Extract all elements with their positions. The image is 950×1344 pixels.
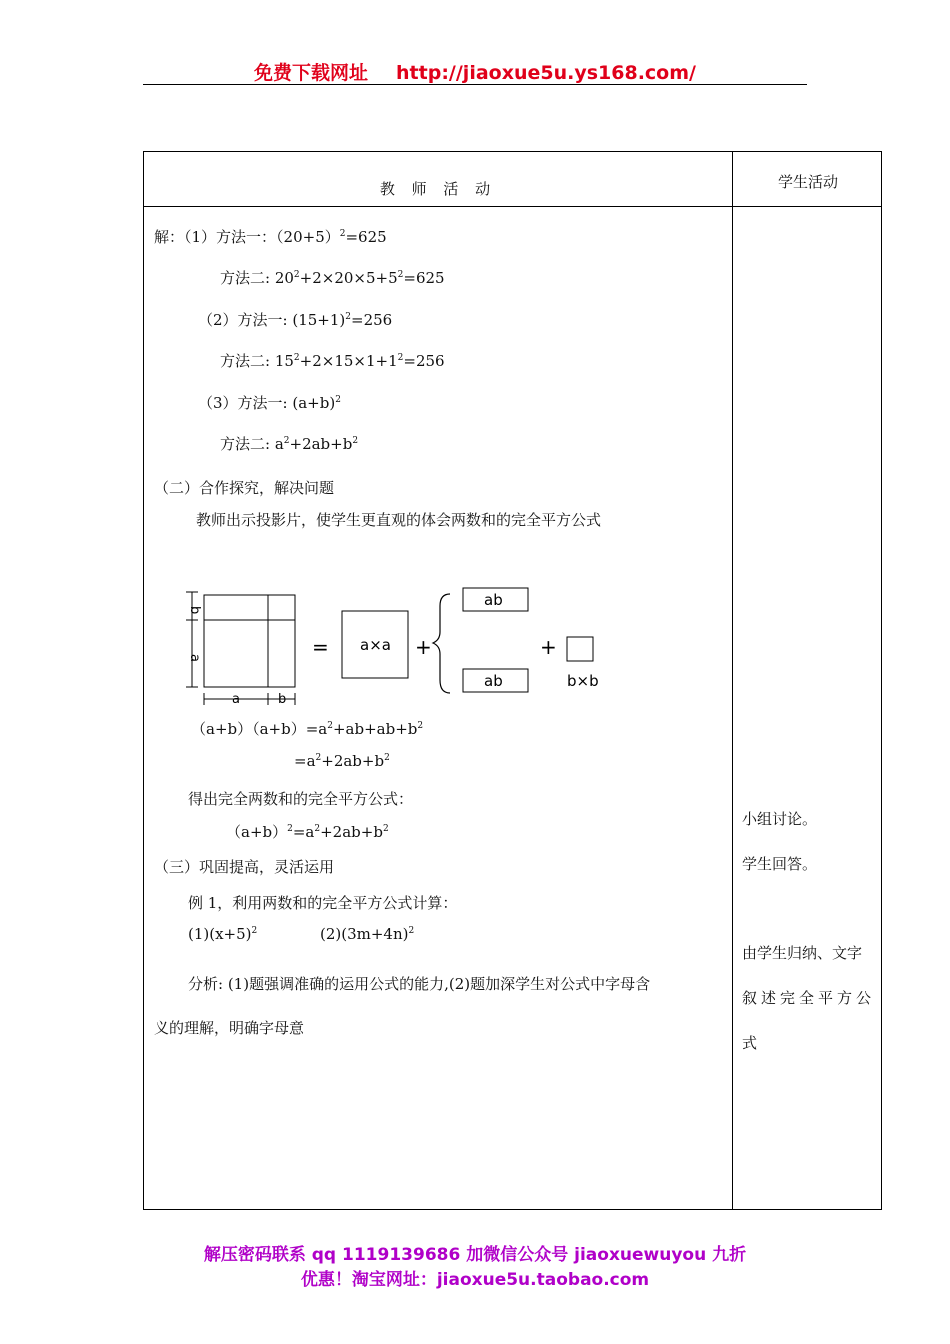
- line-15b: $(2)(3m+4n)^2$: [320, 925, 415, 943]
- line-2: 方法二: $20^2+2\times 20\times 5+5^2=625$: [220, 269, 445, 287]
- column-divider: [732, 152, 733, 1209]
- line-17: 义的理解，明确字母意: [154, 1019, 305, 1037]
- page-header: [0, 58, 950, 85]
- label-b-horizontal: b: [278, 692, 287, 707]
- teacher-activity-header: 教 师 活 动: [379, 180, 497, 198]
- label-b-vertical: b: [187, 606, 202, 615]
- bxb-square: [567, 637, 593, 661]
- axa-label: a×a: [360, 636, 391, 654]
- line-13: （三）巩固提高，灵活运用: [154, 858, 335, 876]
- line-15a: $(1)(x+5)^2$: [188, 925, 258, 943]
- curly-brace: [433, 594, 450, 693]
- student-note-4: 叙述完全平方公: [742, 989, 876, 1007]
- header-row-divider: [144, 206, 881, 207]
- equals-sign: =: [312, 635, 329, 659]
- line-8: 教师出示投影片，使学生更直观的体会两数和的完全平方公式: [196, 511, 602, 529]
- plus-sign-1: +: [415, 635, 432, 659]
- line-5: （3）方法一: $(a+b)^2$: [198, 394, 341, 412]
- student-note-1: 小组讨论。: [742, 810, 818, 828]
- lesson-table: [143, 151, 882, 1210]
- student-note-2: 学生回答。: [742, 855, 818, 873]
- line-7: （二）合作探究，解决问题: [154, 479, 335, 497]
- header-divider: [143, 84, 807, 85]
- square-diagram: [174, 582, 614, 707]
- line-6: 方法二: $a^2+2ab+b^2$: [220, 435, 359, 453]
- header-title: 免费下载网址: [254, 62, 369, 84]
- line-1: 解：（1）方法一：$(20+5)^2=625$: [154, 228, 387, 246]
- ab-label-bottom: ab: [484, 672, 503, 690]
- line-14: 例 1，利用两数和的完全平方公式计算：: [188, 894, 458, 912]
- bxb-label: b×b: [567, 672, 599, 690]
- big-square: [204, 595, 295, 687]
- student-note-3: 由学生归纳、文字: [742, 944, 863, 962]
- footer-line-2[interactable]: 优惠！淘宝网址：jiaoxue5u.taobao.com: [300, 1270, 650, 1290]
- student-note-5: 式: [742, 1034, 758, 1052]
- line-12: $(a+b)^2=a^2+2ab+b^2$: [226, 823, 389, 841]
- line-3: （2）方法一: $(15+1)^2=256$: [198, 311, 393, 329]
- footer-line-1: 解压密码联系 qq 1119139686 加微信公众号 jiaoxuewuyou 九折: [203, 1245, 747, 1265]
- line-9: $(a+b)(a+b)=a^2+ab+ab+b^2$: [191, 720, 424, 738]
- label-a-vertical: a: [187, 654, 202, 662]
- ab-label-top: ab: [484, 591, 503, 609]
- label-a-horizontal: a: [232, 692, 240, 707]
- line-16: 分析: (1)题强调准确的运用公式的能力,(2)题加深学生对公式中字母含: [188, 975, 651, 993]
- line-10: $=a^2+2ab+b^2$: [294, 752, 390, 770]
- header-url[interactable]: http://jiaoxue5u.ys168.com/: [396, 62, 696, 84]
- line-4: 方法二: $15^2+2\times 15\times 1+1^2=256$: [220, 352, 445, 370]
- student-activity-header: 学生活动: [777, 173, 838, 191]
- line-11: 得出完全两数和的完全平方公式：: [188, 790, 414, 808]
- plus-sign-2: +: [540, 635, 557, 659]
